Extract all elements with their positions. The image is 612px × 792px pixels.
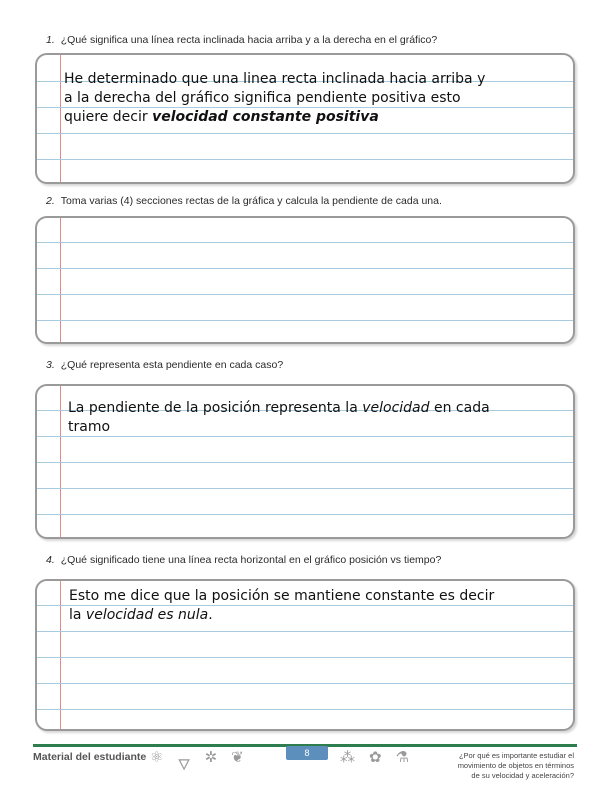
answer-box-4[interactable] (35, 579, 575, 731)
footer-icons (150, 748, 244, 779)
question-3 (46, 359, 283, 371)
flask-icon: ⚗ (395, 749, 410, 766)
answer-emphasis: velocidad constante positiva (152, 109, 379, 125)
answer-text (64, 70, 513, 127)
footer-question (414, 751, 574, 781)
question-2 (46, 195, 442, 207)
ruled-line (37, 159, 573, 160)
answer-line (68, 399, 513, 418)
answer-line: He determinado que una linea recta inclinada hacia arriba y (64, 71, 486, 87)
question-text: ¿Qué significado tiene una línea recta horizontal en el gráfico posición vs tiempo? (60, 554, 442, 566)
answer-line: tramo (68, 419, 111, 435)
answer-text (69, 587, 513, 625)
answer-box-2[interactable] (35, 216, 575, 344)
answer-box-1[interactable] (35, 53, 575, 184)
answer-emphasis: velocidad es nula (85, 607, 209, 623)
answer-line (69, 606, 513, 625)
question-text: ¿Qué representa esta pendiente en cada caso? (60, 359, 284, 371)
answer-text (68, 399, 513, 437)
question-1 (46, 34, 437, 46)
margin-line (60, 55, 61, 182)
question-4 (46, 554, 441, 566)
question-number: 2. (46, 195, 55, 207)
footer-question-line: movimiento de objetos en términos (457, 761, 574, 770)
answer-text-part: La pendiente de la posición representa la (68, 400, 363, 416)
test-tube-icon: 🜄 (177, 757, 191, 774)
question-text: ¿Qué significa una línea recta inclinada hacia arriba y a la derecha en el gráfico? (60, 34, 438, 46)
footer-question-line: ¿Por qué es importante estudiar el (458, 751, 574, 760)
question-number: 3. (46, 359, 55, 371)
ruled-line (37, 514, 573, 515)
molecule-icon: ✲ (204, 749, 218, 766)
dots-icon: ⁂ (340, 749, 355, 766)
ruled-line (37, 488, 573, 489)
answer-box-3[interactable] (35, 384, 575, 539)
answer-line (64, 108, 513, 127)
flower-icon: ✿ (369, 749, 382, 766)
margin-line (60, 581, 61, 729)
footer-icons-right (340, 748, 409, 766)
footer-label: Material del estudiante (33, 751, 147, 763)
ruled-line (37, 631, 573, 632)
ruled-line (37, 294, 573, 295)
ruled-line (37, 462, 573, 463)
margin-line (60, 218, 61, 342)
ruled-line (37, 133, 573, 134)
ruled-line (37, 268, 573, 269)
ruled-line (37, 657, 573, 658)
page-number: 8 (286, 746, 328, 760)
footer-question-line: de su velocidad y aceleración? (471, 771, 574, 780)
ruled-line (37, 709, 573, 710)
answer-text-part: la (69, 607, 86, 623)
question-number: 4. (46, 554, 55, 566)
answer-text-part: en cada (429, 400, 490, 416)
atom-icon: ⚛ (150, 749, 164, 766)
answer-text-part: quiere decir (64, 109, 153, 125)
answer-line: Esto me dice que la posición se mantiene constante es decir (69, 588, 495, 604)
answer-line: a la derecha del gráfico significa pendiente positiva esto (64, 90, 461, 106)
ruled-line (37, 683, 573, 684)
question-text: Toma varias (4) secciones rectas de la gráfica y calcula la pendiente de cada una. (60, 195, 442, 207)
ruled-line (37, 242, 573, 243)
ruled-line (37, 320, 573, 321)
answer-emphasis: velocidad (362, 400, 430, 416)
leaf-icon: ❦ (231, 749, 244, 766)
question-number: 1. (46, 34, 55, 46)
answer-text-part: . (208, 607, 213, 623)
